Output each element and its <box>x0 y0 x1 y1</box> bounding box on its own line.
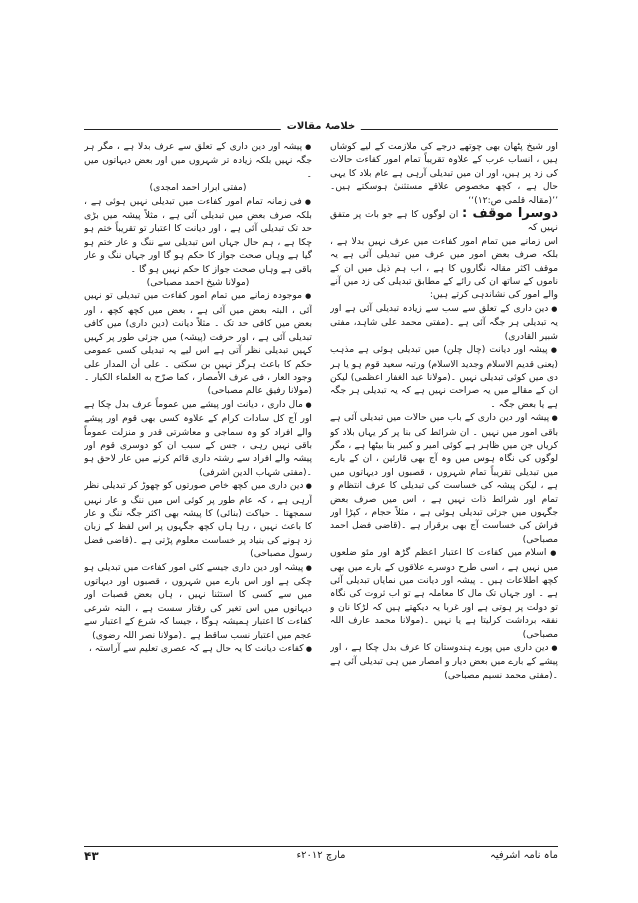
section-heading <box>330 207 558 235</box>
bullet-paragraph: ● فی زمانہ تمام امور کفاءت میں تبدیلی نہیں ہوئی ہے ، بلکہ صرف بعض میں تبدیلی آئی ہے ، مثلاً پیشہ میں بڑی حد تک تبدیلی آئی ہے ، اور دیانت کا اعتبار تو تقریباً ختم ہو چکا ہے ، ہم حال جہاں اس تبدیلی سے ننگ و عار ختم ہو گیا ہے وہاں صحت جواز کا حکم ہو گا اور جہاں ننگ و عار باقی ہے وہاں صحت جواز کا حکم نہیں ہو گا ۔ <box>84 195 312 276</box>
paragraph: اور شیخ پٹھان بھی چوتھے درجے کی ملازمت کے لیے کوشاں ہیں ، انساب عرب کے علاوہ تقریباً تمام امور کفاءت حالات کی زد پر ہیں، اور ان میں تبدیلی آرہی ہے عام بلاد کا یہی حال ہے ، کچھ مخصوص علاقے مستثنیٰ ہوسکتے ہیں۔ ’’(مقالہ قلمی ص:۱۲)‘‘ <box>330 141 558 206</box>
column-gutter <box>312 140 330 850</box>
left-column <box>84 140 312 850</box>
bullet-paragraph: ● پیشہ اور دیانت (چال چلن) میں تبدیلی ہوئی ہے مذہب (یعنی قدیم الاسلام وجدید الاسلام) ورتبہ سعید قوم ہو یا ہر دی میں کوئی تبدیلی نہیں ۔(مولانا عبد الغفار اعظمی) لیکن ان کے مقالے میں یہ صراحت نہیں ہے کہ یہ تبدیلی ہر جگہ ہے یا بعض جگہ ۔ <box>330 343 558 411</box>
bullet-paragraph: ● دین داری میں پورے ہندوستان کا عرف بدل چکا ہے ، اور پیشے کے بارے میں بعض دیار و امصار میں ہی تبدیلی آئی ہے ۔(مفتی محمد نسیم مصباحی) <box>330 641 558 682</box>
heading-text: ان لوگوں کا ہے جو بات پر متفق نہیں کہ <box>330 209 558 234</box>
page-header <box>84 120 558 136</box>
footer-page-number: ۴۳ <box>84 849 99 863</box>
bullet-paragraph: ● دین داری میں کچھ خاص صورتوں کو چھوڑ کر تبدیلی نظر آرہی ہے ، کہ عام طور پر کوئی اس میں ننگ و عار نہیں سمجھتا ۔ حیاکت (بنائی) کا پیشہ بھی اکثر جگہ ننگ و عار کا باعث نہیں ، رہا ہاں کچھ جگہوں پر اس لفظ کے زبان زد ہونے کی بنیاد پر خساست معلوم پڑتی ہے ۔(قاضی فضل رسول مصباحی) <box>84 479 312 560</box>
text-columns <box>84 140 558 850</box>
document-page <box>84 120 558 864</box>
footer-date: مارچ ۲۰۱۲ء <box>296 850 346 861</box>
bullet-paragraph: ● اسلام میں کفاءت کا اعتبار اعظم گڑھ اور مئو ضلعوں میں نہیں ہے ، اسی طرح دوسرے علاقوں کے بارے میں بھی کچھ اطلاعات ہیں ۔ پیشہ اور دیانت میں نمایاں تبدیلی آئی ہے ۔ اور جہاں تک مال کا معاملہ ہے تو اب ثروت کی نگاہ تو دولت پر ہوتی ہے اور غربا یہ دیکھتے ہیں کہ لڑکا نان و نفقہ برداشت کرلیتا ہے یا نہیں ۔(مولانا محمد عارف اللہ مصباحی) <box>330 546 558 641</box>
attribution: (مفتی ابرار احمد امجدی) <box>149 182 247 194</box>
bullet-paragraph: ● موجودہ زمانے میں تمام امور کفاءت میں تبدیلی تو نہیں آئی ، البتہ بعض میں آئی ہے ، بعض میں کچھ کچھ ، اور بعض میں کافی حد تک ۔ مثلاً دیانت (دین داری) میں کافی تبدیلی آئی ہے ، اور حرفت (پیشہ) میں جزئی طور پر کہیں کہیں تبدیلی نظر آتی ہے اس لیے یہ تبدیلی کسی عمومی حکم کا باعث ہرگز نہیں بن سکتی ۔ علی أن المدار علی وجود العار ، فی عرف الأمصار ، کما صرّح به العلماء الکبار ۔(مولانا رفیق عالم مصباحی) <box>84 289 312 397</box>
bullet-paragraph: ● پیشہ اور دین داری کے باب میں حالات میں تبدیلی آئی ہے باقی امور میں نہیں ۔ ان شرائط کی بنا پر کر یہاں بلاد کو کریاں جن میں ظاہر ہے کوئی امیر و کبیر بنا بیٹھا ہے ، مگر لوگوں کی نگاہ ہوس میں وہ آج بھی قارئین ، ان کے بارے میں تبدیلی تقریباً تمام شہروں ، قصبوں اور دیہاتوں میں ہے ، لیکن پیشہ کی خساست کی تبدیلی کا عرف انتظام و تمام اور شرائط ذات نہیں ہے ، اس میں صرف بعض جگہوں میں جزئی تبدیلی ہوئی ہے ، مثلاً حجام ، کپڑا اور فراش کی خساست آج بھی برقرار ہے ۔(قاضی فضل احمد مصباحی) <box>330 411 558 546</box>
right-column <box>330 140 558 850</box>
attribution: (مولانا شیخ احمد مصباحی) <box>146 277 250 289</box>
bullet-paragraph: ● کفاءت دیانت کا یہ حال ہے کہ عصری تعلیم سے آراستہ ، <box>84 642 312 656</box>
header-title: خلاصۂ مقالات <box>281 120 361 134</box>
bullet-paragraph: ● مال داری ، دیانت اور پیشے میں عموماً عرف بدل چکا ہے اور آج کل سادات کرام کے علاوہ کسی بھی قوم اور پیشے والے افراد کو وہ سماجی و معاشرتی قدر و منزلت عموماً باقی نہیں رہی ، جس کے سبب ان کو دوسری قوم اور پیشہ والے افراد سے رشتہ داری قائم کرنے میں عار لاحق ہو ۔(مفتی شہاب الدین اشرفی) <box>84 398 312 479</box>
bullet-paragraph: ● پیشہ اور دین داری جیسے کئی امور کفاءت میں تبدیلی ہو چکی ہے اور اس بارے میں شہروں ، قصبوں اور دیہاتوں میں سے کسی کا استثنا نہیں ، ہاں بعض قصبات اور دیہاتوں میں اس تغیر کی رفتار سست ہے ، البتہ شرعی کفاءت کا اعتبار ہمیشہ ہوگا ، جیسا کہ شرع کے اعتبار سے عجم میں اعتبار نسب ساقط ہے ۔(مولانا نصر اللہ رضوی) <box>84 561 312 642</box>
paragraph: اس زمانے میں تمام امور کفاءت میں عرف نہیں بدلا ہے ، بلکہ صرف بعض امور میں عرف میں تبدیلی آئی ہے یہ موقف اکثر مقالہ نگاروں کا ہے ، اب ہم ذیل میں ان کے ناموں کے ساتھ ان کی رائے کے مطابق تبدیلی کی زد میں آنے والے امور کی نشاندہی کرتے ہیں: <box>330 235 558 301</box>
heading-label: دوسرا موقف : <box>462 206 558 222</box>
footer-magazine-name: ماہ نامہ اشرفیہ <box>490 850 558 861</box>
page-footer <box>84 846 558 865</box>
bullet-paragraph: ● پیشہ اور دین داری کے تعلق سے عرف بدلا ہے ، مگر ہر جگہ نہیں بلکہ زیادہ تر شہروں میں اور بعض دیہاتوں میں ۔ <box>84 140 312 181</box>
bullet-paragraph: ● دین داری کے تعلق سے سب سے زیادہ تبدیلی آئی ہے اور یہ تبدیلی ہر جگہ آئی ہے ۔(مفتی محمد علی شاہد، مفتی شبیر القادری) <box>330 302 558 343</box>
